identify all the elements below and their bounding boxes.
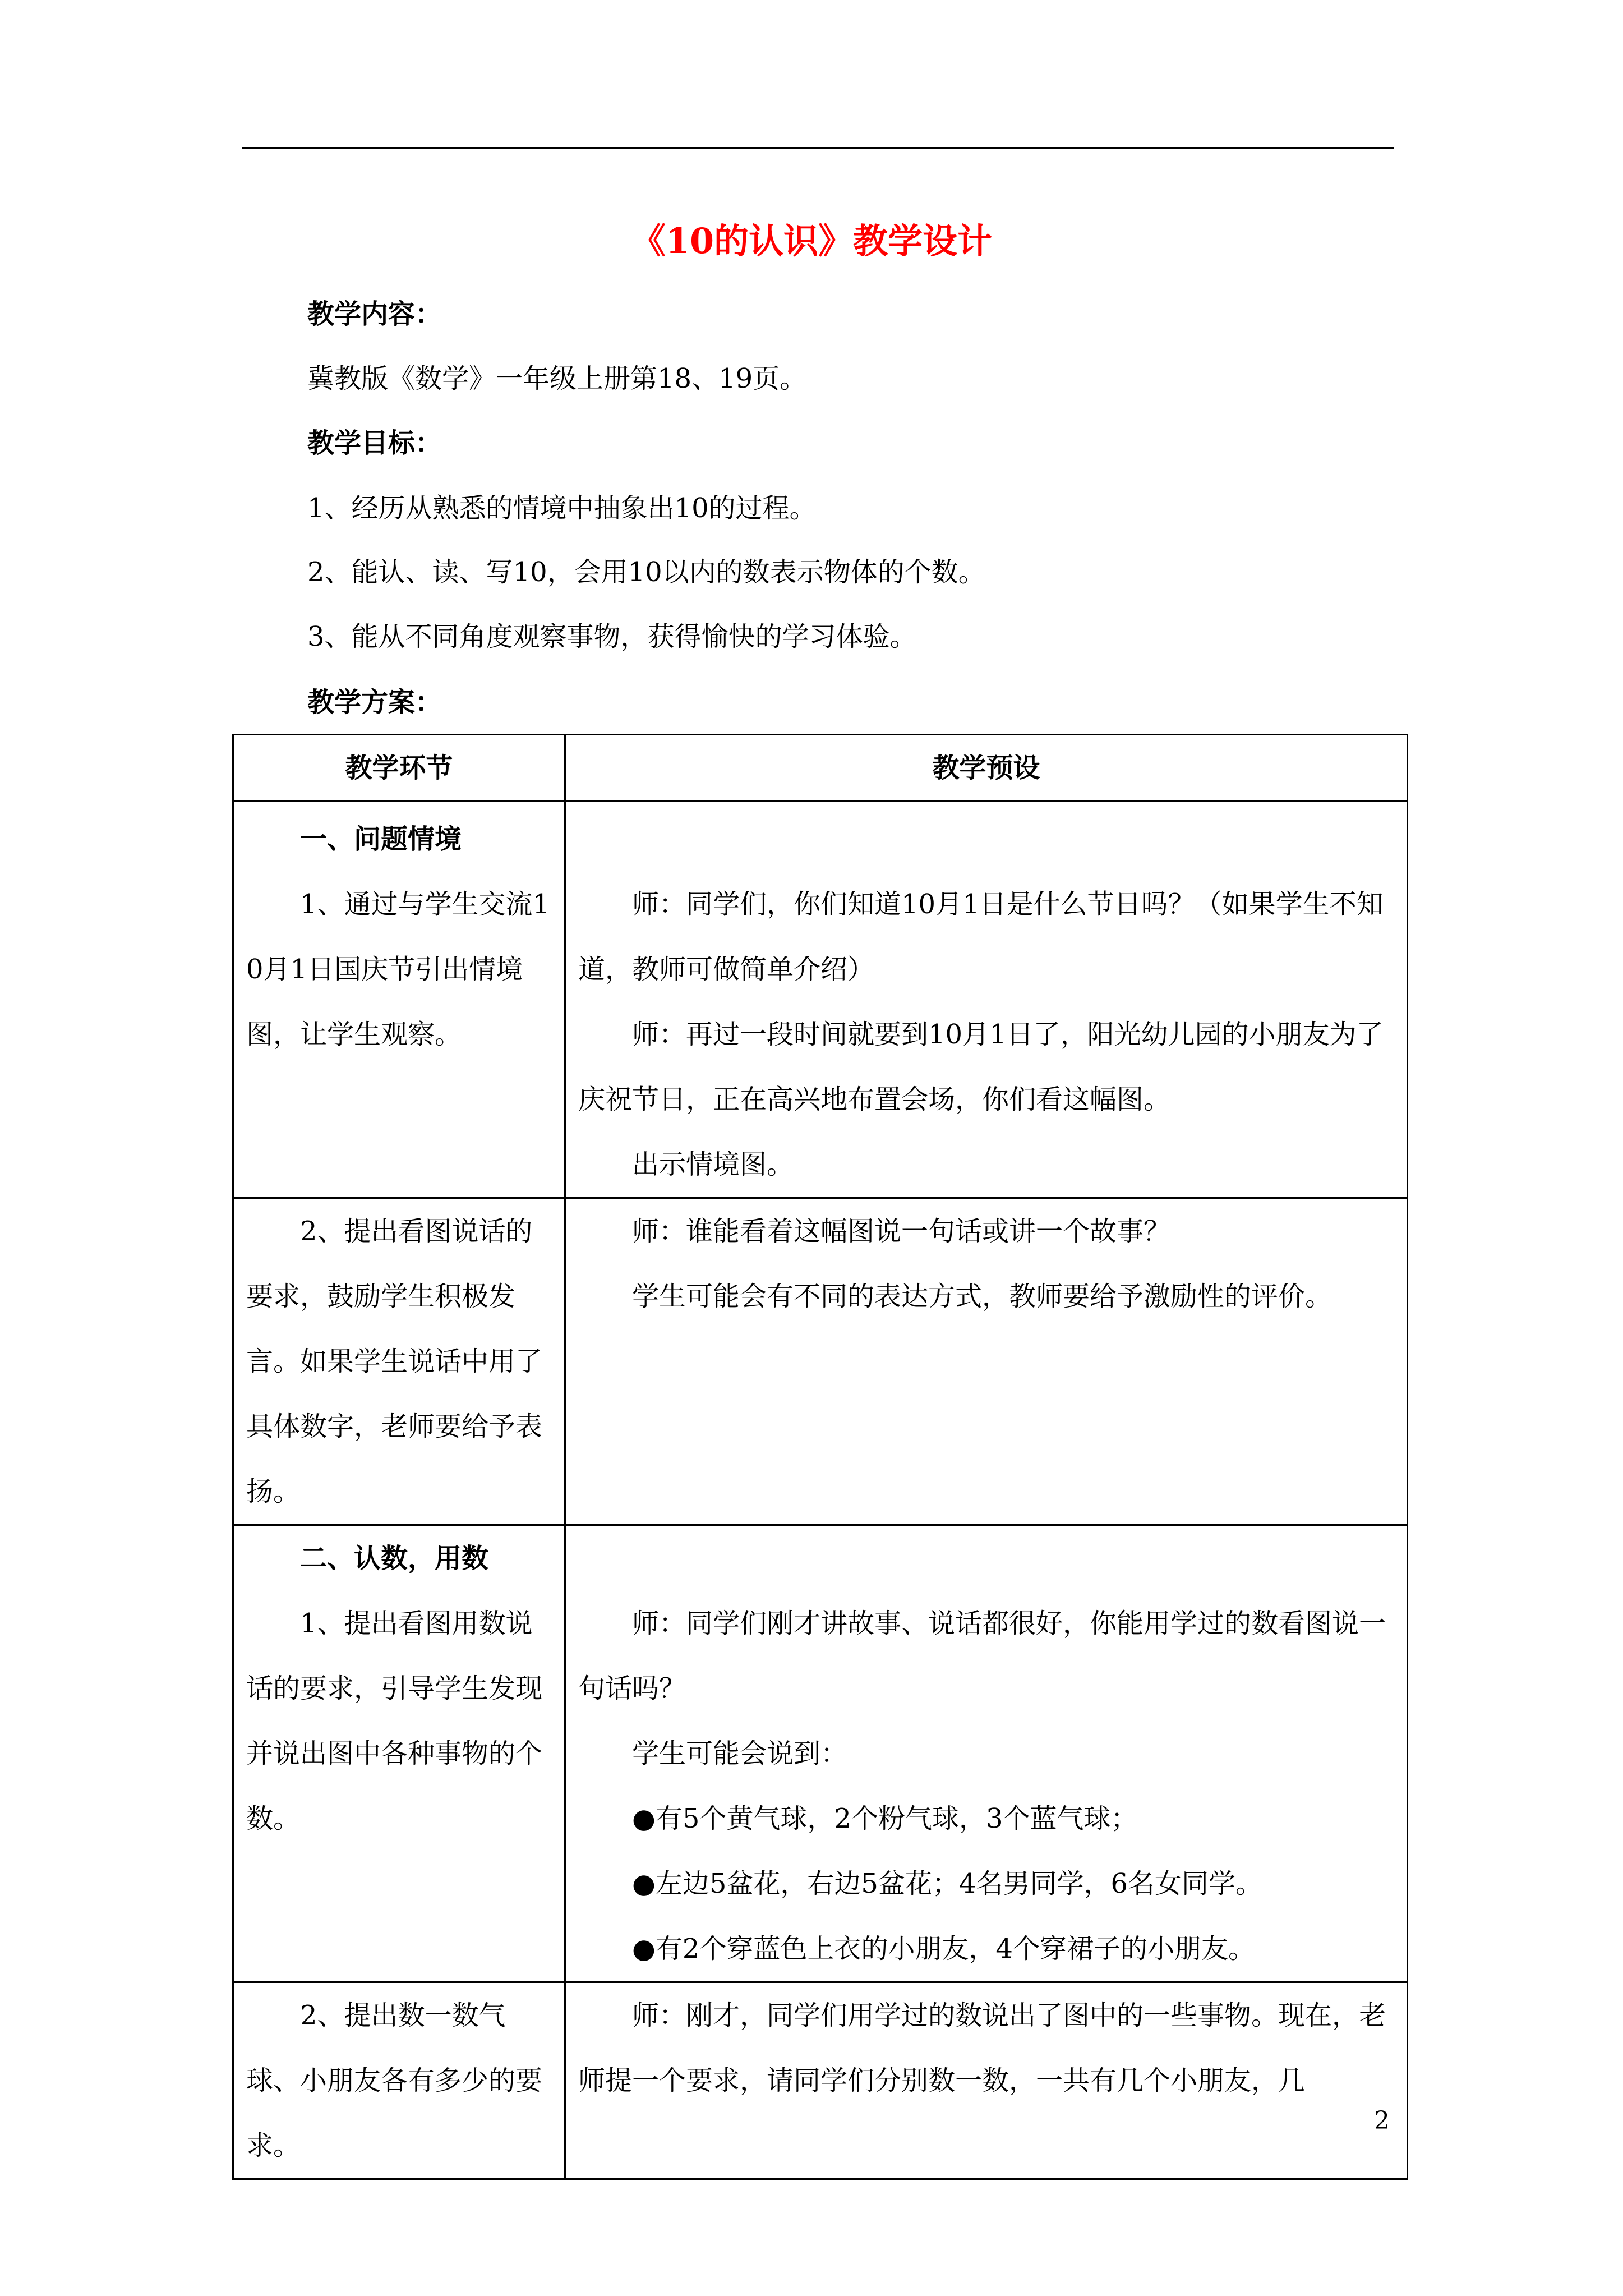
preset-text: 师：同学们，你们知道10月1日是什么节日吗？（如果学生不知道，教师可做简单介绍） bbox=[578, 889, 1384, 985]
preset-text: ●左边5盆花，右边5盆花；4名男同学，6名女同学。 bbox=[632, 1868, 1263, 1899]
preset-text: 学生可能会说到： bbox=[632, 1738, 848, 1769]
goal-item: 3、能从不同角度观察事物，获得愉快的学习体验。 bbox=[307, 621, 917, 652]
document-title: 《10的认识》教学设计 bbox=[630, 220, 993, 261]
preset-text: 师：谁能看着这幅图说一句话或讲一个故事？ bbox=[632, 1216, 1171, 1247]
column-header-stage: 教学环节 bbox=[233, 735, 565, 802]
content-heading: 教学内容： bbox=[307, 298, 442, 330]
preset-text: 师：刚才，同学们用学过的数说出了图中的一些事物。现在，老师提一个要求，请同学们分别数一数，一共有几个小朋友，几 bbox=[578, 2000, 1386, 2096]
table-header-row bbox=[233, 735, 1408, 802]
plan-heading: 教学方案： bbox=[307, 687, 442, 718]
stage-text: 2、提出数一数气球、小朋友各有多少的要求。 bbox=[246, 2000, 543, 2161]
stage-cell bbox=[233, 802, 565, 1198]
page-number: 2 bbox=[1374, 2106, 1390, 2135]
lesson-plan-table bbox=[232, 734, 1408, 2180]
stage-text: 1、提出看图用数说话的要求，引导学生发现并说出图中各种事物的个数。 bbox=[246, 1608, 543, 1834]
stage-text: 1、通过与学生交流10月1日国庆节引出情境图，让学生观察。 bbox=[246, 889, 550, 1050]
preset-text: 出示情境图。 bbox=[632, 1149, 794, 1180]
goals-heading: 教学目标： bbox=[307, 427, 442, 459]
stage-cell bbox=[233, 1525, 565, 1982]
preset-text: ●有5个黄气球，2个粉气球，3个蓝气球； bbox=[632, 1803, 1138, 1834]
preset-text: ●有2个穿蓝色上衣的小朋友，4个穿裙子的小朋友。 bbox=[632, 1933, 1255, 1964]
preset-text: 学生可能会有不同的表达方式，教师要给予激励性的评价。 bbox=[632, 1281, 1332, 1312]
stage-cell bbox=[233, 1198, 565, 1525]
goal-item: 1、经历从熟悉的情境中抽象出10的过程。 bbox=[307, 493, 817, 524]
table-row bbox=[233, 1525, 1408, 1982]
content-text: 冀教版《数学》一年级上册第18、19页。 bbox=[307, 363, 807, 394]
header-rule bbox=[242, 147, 1394, 149]
column-header-preset: 教学预设 bbox=[565, 735, 1408, 802]
preset-cell bbox=[565, 1198, 1408, 1525]
stage-text: 2、提出看图说话的要求，鼓励学生积极发言。如果学生说话中用了具体数字，老师要给予表扬。 bbox=[246, 1216, 543, 1507]
preset-cell bbox=[565, 802, 1408, 1198]
goal-item: 2、能认、读、写10，会用10以内的数表示物体的个数。 bbox=[307, 556, 985, 588]
preset-cell bbox=[565, 1982, 1408, 2179]
table-row bbox=[233, 802, 1408, 1198]
table-row bbox=[233, 1198, 1408, 1525]
stage-cell bbox=[233, 1982, 565, 2179]
table-row bbox=[233, 1982, 1408, 2179]
section-heading: 一、问题情境 bbox=[300, 823, 462, 855]
preset-text: 师：同学们刚才讲故事、说话都很好，你能用学过的数看图说一句话吗？ bbox=[578, 1608, 1386, 1704]
section-heading: 二、认数，用数 bbox=[300, 1543, 489, 1574]
preset-text: 师：再过一段时间就要到10月1日了，阳光幼儿园的小朋友为了庆祝节日，正在高兴地布置会场，你们看这幅图。 bbox=[578, 1019, 1384, 1115]
preset-cell bbox=[565, 1525, 1408, 1982]
